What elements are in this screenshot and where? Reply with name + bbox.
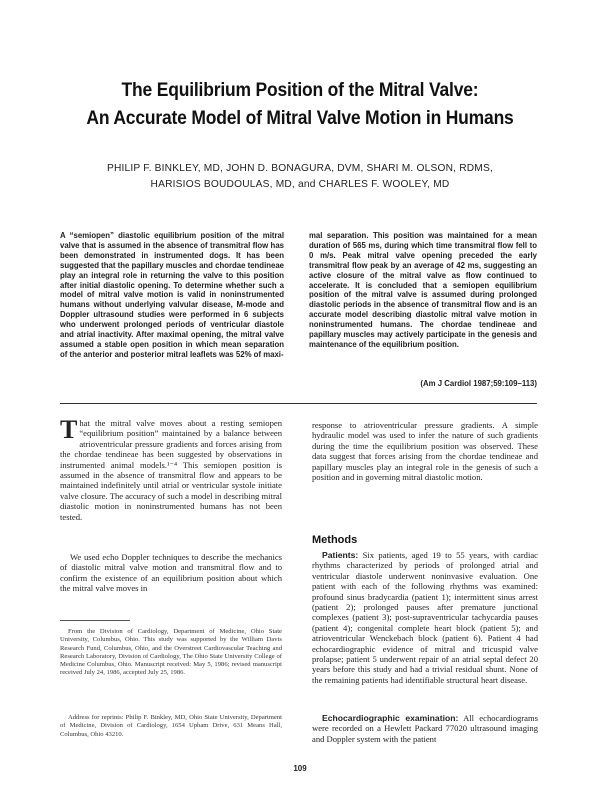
journal-citation: (Am J Cardiol 1987;59:109–113) bbox=[420, 379, 537, 388]
affiliation-footnote: From the Division of Cardiology, Department of Medicine, Ohio State University, Columbus, Ohio. This study was supported by the William Davis Research Fund, Columbus, Ohio, and the Overstreet Cardiovascular Teaching and Research Laboratory, Division of Cardiology, The Ohio State University College of Medicine Columbus, Ohio. Manuscript received: May 5, 1986; revised manuscript received July 24, 1986, accepted July 25, 1986. bbox=[60, 628, 282, 677]
authors-line-2: HARISIOS BOUDOULAS, MD, and CHARLES F. WOOLEY, MD bbox=[150, 179, 450, 190]
echo-paragraph bbox=[312, 713, 538, 744]
echo-runin-heading: Echocardiographic examination: bbox=[322, 713, 459, 723]
abstract-left-column: A “semiopen” diastolic equilibrium position of the mitral valve that is assumed in the absence of transmitral flow has been demonstrated in instrumented dogs. It has been suggested that the papillary muscles and chordae tendineae play an integral role in returning the valve to this position after initial diastolic opening. To determine whether such a model of mitral valve motion is valid in noninstrumented humans without underlying valvular disease, M-mode and Doppler ultrasound studies were performed in 6 subjects who underwent prolonged periods of ventricular diastole and atrial inactivity. After maximal opening, the mitral valve assumed a stable open position in which mean separation of the anterior and posterior mitral leaflets was 52% of maxi- bbox=[60, 231, 285, 359]
drop-cap: T bbox=[60, 415, 78, 444]
intro-paragraph-1-text: hat the mitral valve moves about a resting semiopen “equilibrium position” maintained by a balance between atrioventricular pressure gradients and forces arising from the chordae tendineae has been suggested by observations in instrumented animal models.¹⁻⁴ This semiopen position is assumed in the absence of transmitral flow and appears to be maintained indefinitely until atrial or ventricular systole initiate valve closure. The accuracy of such a model in describing mitral diastolic motion in noninstrumented humans has not been tested. bbox=[60, 418, 283, 522]
intro-paragraph-1 bbox=[60, 415, 283, 522]
section-divider bbox=[60, 403, 537, 404]
methods-heading: Methods bbox=[312, 534, 358, 546]
intro-paragraph-continued: response to atrioventricular pressure gradients. A simple hydraulic model was used to infer the nature of such gradients during the time the equilibrium position was observed. These data suggest that forces arising from the chordae tendineae and papillary muscles play an integral role in the genesis of such a position and in governing mitral diastolic motion. bbox=[312, 420, 538, 483]
article-title-line-1: The Equilibrium Position of the Mitral Valve: bbox=[121, 80, 479, 101]
patients-text: Six patients, aged 19 to 55 years, with cardiac rhythms characterized by periods of prolonged atrial and ventricular diastole underwent noninvasive evaluation. One patient with each of the following rhythms was examined: profound sinus bradycardia (patient 1); intermittent sinus arrest (patient 2); prolonged pauses after premature junctional complexes (patient 3); post-supraventricular tachycardia pauses (patient 4); congenital complete heart block (patient 5); and atrioventricular Wenckebach block (patient 6). Patient 4 had echocardiographic evidence of mitral and tricuspid valve prolapse; patient 5 underwent repair of an atrial septal defect 20 years before this study and had a trivial residual shunt. None of the remaining patients had identifiable structural heart disease. bbox=[312, 550, 538, 685]
page-number: 109 bbox=[293, 764, 307, 773]
patients-paragraph bbox=[312, 550, 538, 685]
reprints-footnote: Address for reprints: Philip F. Binkley, MD, Ohio State University, Department of Medicine, Division of Cardiology, 1654 Upham Drive, 631 Means Hall, Columbus, Ohio 43210. bbox=[60, 714, 282, 738]
echo-text: All echocardiograms were recorded on a Hewlett Packard 77020 ultrasound imaging and Doppler system with the patient bbox=[312, 713, 539, 744]
intro-paragraph-2: We used echo Doppler techniques to describe the mechanics of diastolic mitral valve motion and transmitral flow and to confirm the existence of an equilibrium position about which the mitral valve moves in bbox=[60, 552, 282, 594]
patients-runin-heading: Patients: bbox=[322, 550, 359, 560]
authors-line-1: PHILIP F. BINKLEY, MD, JOHN D. BONAGURA, DVM, SHARI M. OLSON, RDMS, bbox=[106, 163, 494, 174]
abstract-right-column: mal separation. This position was maintained for a mean duration of 565 ms, during which time transmitral flow fell to 0 m/s. Peak mitral valve opening preceded the early transmitral flow peak by an average of 42 ms, suggesting an active closure of the mitral valve as flow continued to accelerate. It is concluded that a semiopen equilibrium position of the mitral valve is assumed during prolonged diastolic periods in the absence of transmitral flow and is an accurate model describing diastolic mitral valve motion in noninstrumented humans. The chordae tendineae and papillary muscles may actively participate in the genesis and maintenance of the equilibrium position. bbox=[309, 231, 537, 349]
footnote-divider bbox=[60, 620, 130, 621]
article-title-line-2: An Accurate Model of Mitral Valve Motion in Humans bbox=[86, 108, 514, 129]
